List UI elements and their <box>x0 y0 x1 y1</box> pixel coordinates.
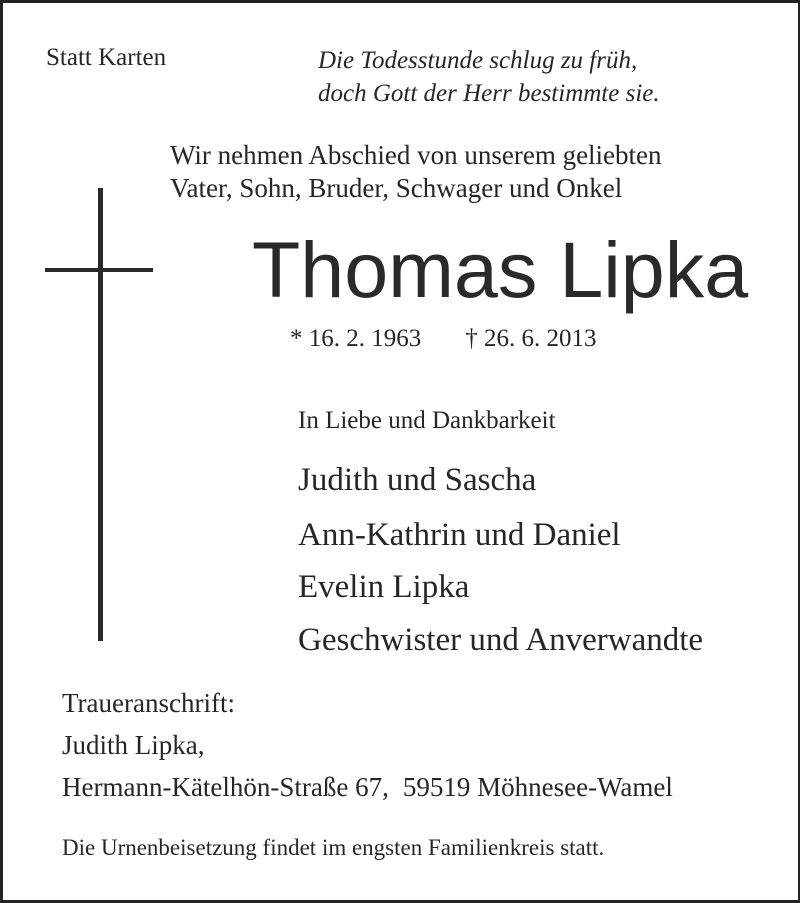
intro-line-2: Vater, Sohn, Bruder, Schwager und Onkel <box>170 173 623 203</box>
address-name: Judith Lipka, <box>62 730 205 760</box>
mourners-heading: In Liebe und Dankbarkeit <box>298 407 556 434</box>
address-label: Traueranschrift: <box>62 688 235 718</box>
address-city: 59519 Möhnesee-Wamel <box>402 772 673 802</box>
motto-line-2: doch Gott der Herr bestimmte sie. <box>318 80 660 107</box>
statt-karten-label: Statt Karten <box>46 44 167 71</box>
intro-text <box>170 139 662 205</box>
intro-line-1: Wir nehmen Abschied von unserem geliebten <box>170 140 662 170</box>
burial-note: Die Urnenbeisetzung findet im engsten Familienkreis statt. <box>62 835 605 860</box>
mourner-name: Judith und Sascha <box>298 462 537 498</box>
address-street: Hermann-Kätelhön-Straße 67, <box>62 772 389 802</box>
cross-icon-horizontal <box>45 268 153 272</box>
mourner-name: Geschwister und Anverwandte <box>298 622 704 658</box>
birth-star-icon: * <box>290 325 303 352</box>
mourner-name: Evelin Lipka <box>298 569 470 605</box>
deceased-name: Thomas Lipka <box>252 225 749 314</box>
death-date: 26. 6. 2013 <box>484 325 597 352</box>
address-street-city <box>62 766 673 808</box>
life-dates <box>290 325 597 353</box>
motto-line-1: Die Todesstunde schlug zu früh, <box>318 47 638 74</box>
motto-verse <box>318 44 660 110</box>
condolence-address <box>62 682 673 808</box>
mourner-name: Ann-Kathrin und Daniel <box>298 517 621 553</box>
death-cross-icon: † <box>465 325 478 352</box>
birth-date: 16. 2. 1963 <box>308 325 422 352</box>
cross-icon-vertical <box>98 188 103 641</box>
